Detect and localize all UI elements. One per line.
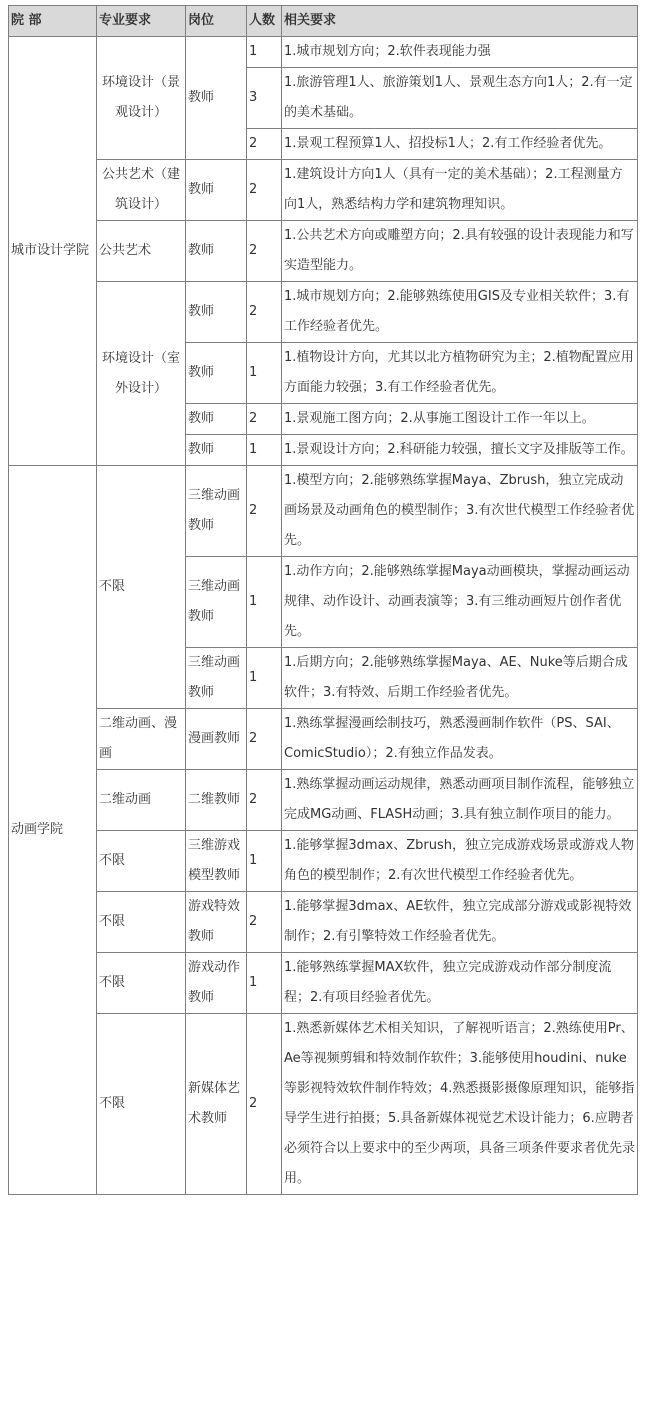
requirements-cell: 1.后期方向；2.能够熟练掌握Maya、AE、Nuke等后期合成软件；3.有特效、后期工作经验者优先。 xyxy=(282,648,638,709)
count-cell: 3 xyxy=(247,68,282,129)
table-row xyxy=(9,282,638,343)
post-cell: 教师 xyxy=(186,282,247,343)
requirements-cell: 1.熟练掌握漫画绘制技巧，熟悉漫画制作软件（PS、SAI、ComicStudio）；2.有独立作品发表。 xyxy=(282,709,638,770)
requirements-cell: 1.动作方向；2.能够熟练掌握Maya动画模块，掌握动画运动规律、动作设计、动画表演等；3.有三维动画短片创作者优先。 xyxy=(282,557,638,648)
header-post: 岗位 xyxy=(186,6,247,37)
table-row xyxy=(9,221,638,282)
major-cell: 不限 xyxy=(97,831,186,892)
major-cell: 不限 xyxy=(97,953,186,1014)
count-cell: 2 xyxy=(247,1014,282,1195)
requirements-cell: 1.旅游管理1人、旅游策划1人、景观生态方向1人；2.有一定的美术基础。 xyxy=(282,68,638,129)
major-cell: 环境设计（景观设计） xyxy=(97,37,186,160)
requirements-cell: 1.植物设计方向，尤其以北方植物研究为主；2.植物配置应用方面能力较强；3.有工作经验者优先。 xyxy=(282,343,638,404)
count-cell: 1 xyxy=(247,557,282,648)
post-cell: 教师 xyxy=(186,160,247,221)
post-cell: 三维动画教师 xyxy=(186,557,247,648)
table-header-row xyxy=(9,6,638,37)
post-cell: 三维动画教师 xyxy=(186,648,247,709)
count-cell: 1 xyxy=(247,648,282,709)
count-cell: 1 xyxy=(247,37,282,68)
count-cell: 2 xyxy=(247,466,282,557)
table-row xyxy=(9,1014,638,1195)
major-cell: 公共艺术（建筑设计） xyxy=(97,160,186,221)
post-cell: 教师 xyxy=(186,435,247,466)
post-cell: 游戏动作教师 xyxy=(186,953,247,1014)
count-cell: 1 xyxy=(247,343,282,404)
table-row xyxy=(9,892,638,953)
count-cell: 2 xyxy=(247,129,282,160)
count-cell: 2 xyxy=(247,160,282,221)
requirements-cell: 1.模型方向；2.能够熟练掌握Maya、Zbrush，独立完成动画场景及动画角色的模型制作；3.有次世代模型工作经验者优先。 xyxy=(282,466,638,557)
table-row xyxy=(9,466,638,557)
requirements-cell: 1.能够熟练掌握MAX软件，独立完成游戏动作部分制度流程；2.有项目经验者优先。 xyxy=(282,953,638,1014)
requirements-cell: 1.建筑设计方向1人（具有一定的美术基础）；2.工程测量方向1人，熟悉结构力学和建筑物理知识。 xyxy=(282,160,638,221)
header-requirements: 相关要求 xyxy=(282,6,638,37)
major-cell: 环境设计（室外设计） xyxy=(97,282,186,466)
post-cell: 游戏特效教师 xyxy=(186,892,247,953)
post-cell: 新媒体艺术教师 xyxy=(186,1014,247,1195)
count-cell: 1 xyxy=(247,831,282,892)
requirements-cell: 1.景观施工图方向；2.从事施工图设计工作一年以上。 xyxy=(282,404,638,435)
major-cell: 二维动画 xyxy=(97,770,186,831)
post-cell: 三维动画教师 xyxy=(186,466,247,557)
requirements-cell: 1.公共艺术方向或雕塑方向；2.具有较强的设计表现能力和写实造型能力。 xyxy=(282,221,638,282)
table-row xyxy=(9,831,638,892)
major-cell: 不限 xyxy=(97,466,186,709)
header-major: 专业要求 xyxy=(97,6,186,37)
count-cell: 2 xyxy=(247,282,282,343)
requirements-cell: 1.能够掌握3dmax、AE软件，独立完成部分游戏或影视特效制作；2.有引擎特效工作经验者优先。 xyxy=(282,892,638,953)
requirements-cell: 1.熟悉新媒体艺术相关知识，了解视听语言；2.熟练使用Pr、Ae等视频剪辑和特效制作软件；3.能够使用houdini、nuke等影视特效软件制作特效；4.熟悉摄影摄像原理知识，能够指导学生进行拍摄；5.具备新媒体视觉艺术设计能力；6.应聘者必须符合以上要求中的至少两项，具备三项条件要求者优先录用。 xyxy=(282,1014,638,1195)
dept-cell: 动画学院 xyxy=(9,466,97,1195)
table-row xyxy=(9,709,638,770)
requirements-cell: 1.能够掌握3dmax、Zbrush，独立完成游戏场景或游戏人物角色的模型制作；2.有次世代模型工作经验者优先。 xyxy=(282,831,638,892)
requirements-cell: 1.景观工程预算1人、招投标1人；2.有工作经验者优先。 xyxy=(282,129,638,160)
major-cell: 不限 xyxy=(97,1014,186,1195)
requirements-cell: 1.景观设计方向；2.科研能力较强，擅长文字及排版等工作。 xyxy=(282,435,638,466)
count-cell: 2 xyxy=(247,221,282,282)
major-cell: 不限 xyxy=(97,892,186,953)
count-cell: 1 xyxy=(247,435,282,466)
post-cell: 漫画教师 xyxy=(186,709,247,770)
post-cell: 教师 xyxy=(186,221,247,282)
count-cell: 2 xyxy=(247,892,282,953)
major-cell: 公共艺术 xyxy=(97,221,186,282)
post-cell: 教师 xyxy=(186,404,247,435)
post-cell: 二维教师 xyxy=(186,770,247,831)
dept-cell: 城市设计学院 xyxy=(9,37,97,466)
major-cell: 二维动画、漫画 xyxy=(97,709,186,770)
header-count: 人数 xyxy=(247,6,282,37)
recruitment-table xyxy=(8,5,638,1195)
count-cell: 2 xyxy=(247,709,282,770)
table-row xyxy=(9,160,638,221)
requirements-cell: 1.城市规划方向；2.软件表现能力强 xyxy=(282,37,638,68)
header-dept: 院 部 xyxy=(9,6,97,37)
post-cell: 教师 xyxy=(186,343,247,404)
post-cell: 教师 xyxy=(186,37,247,160)
table-row xyxy=(9,953,638,1014)
table-body xyxy=(9,37,638,1195)
table-row xyxy=(9,770,638,831)
count-cell: 1 xyxy=(247,953,282,1014)
count-cell: 2 xyxy=(247,770,282,831)
table-row xyxy=(9,37,638,68)
requirements-cell: 1.熟练掌握动画运动规律，熟悉动画项目制作流程，能够独立完成MG动画、FLASH动画；3.具有独立制作项目的能力。 xyxy=(282,770,638,831)
requirements-cell: 1.城市规划方向；2.能够熟练使用GIS及专业相关软件；3.有工作经验者优先。 xyxy=(282,282,638,343)
count-cell: 2 xyxy=(247,404,282,435)
post-cell: 三维游戏模型教师 xyxy=(186,831,247,892)
